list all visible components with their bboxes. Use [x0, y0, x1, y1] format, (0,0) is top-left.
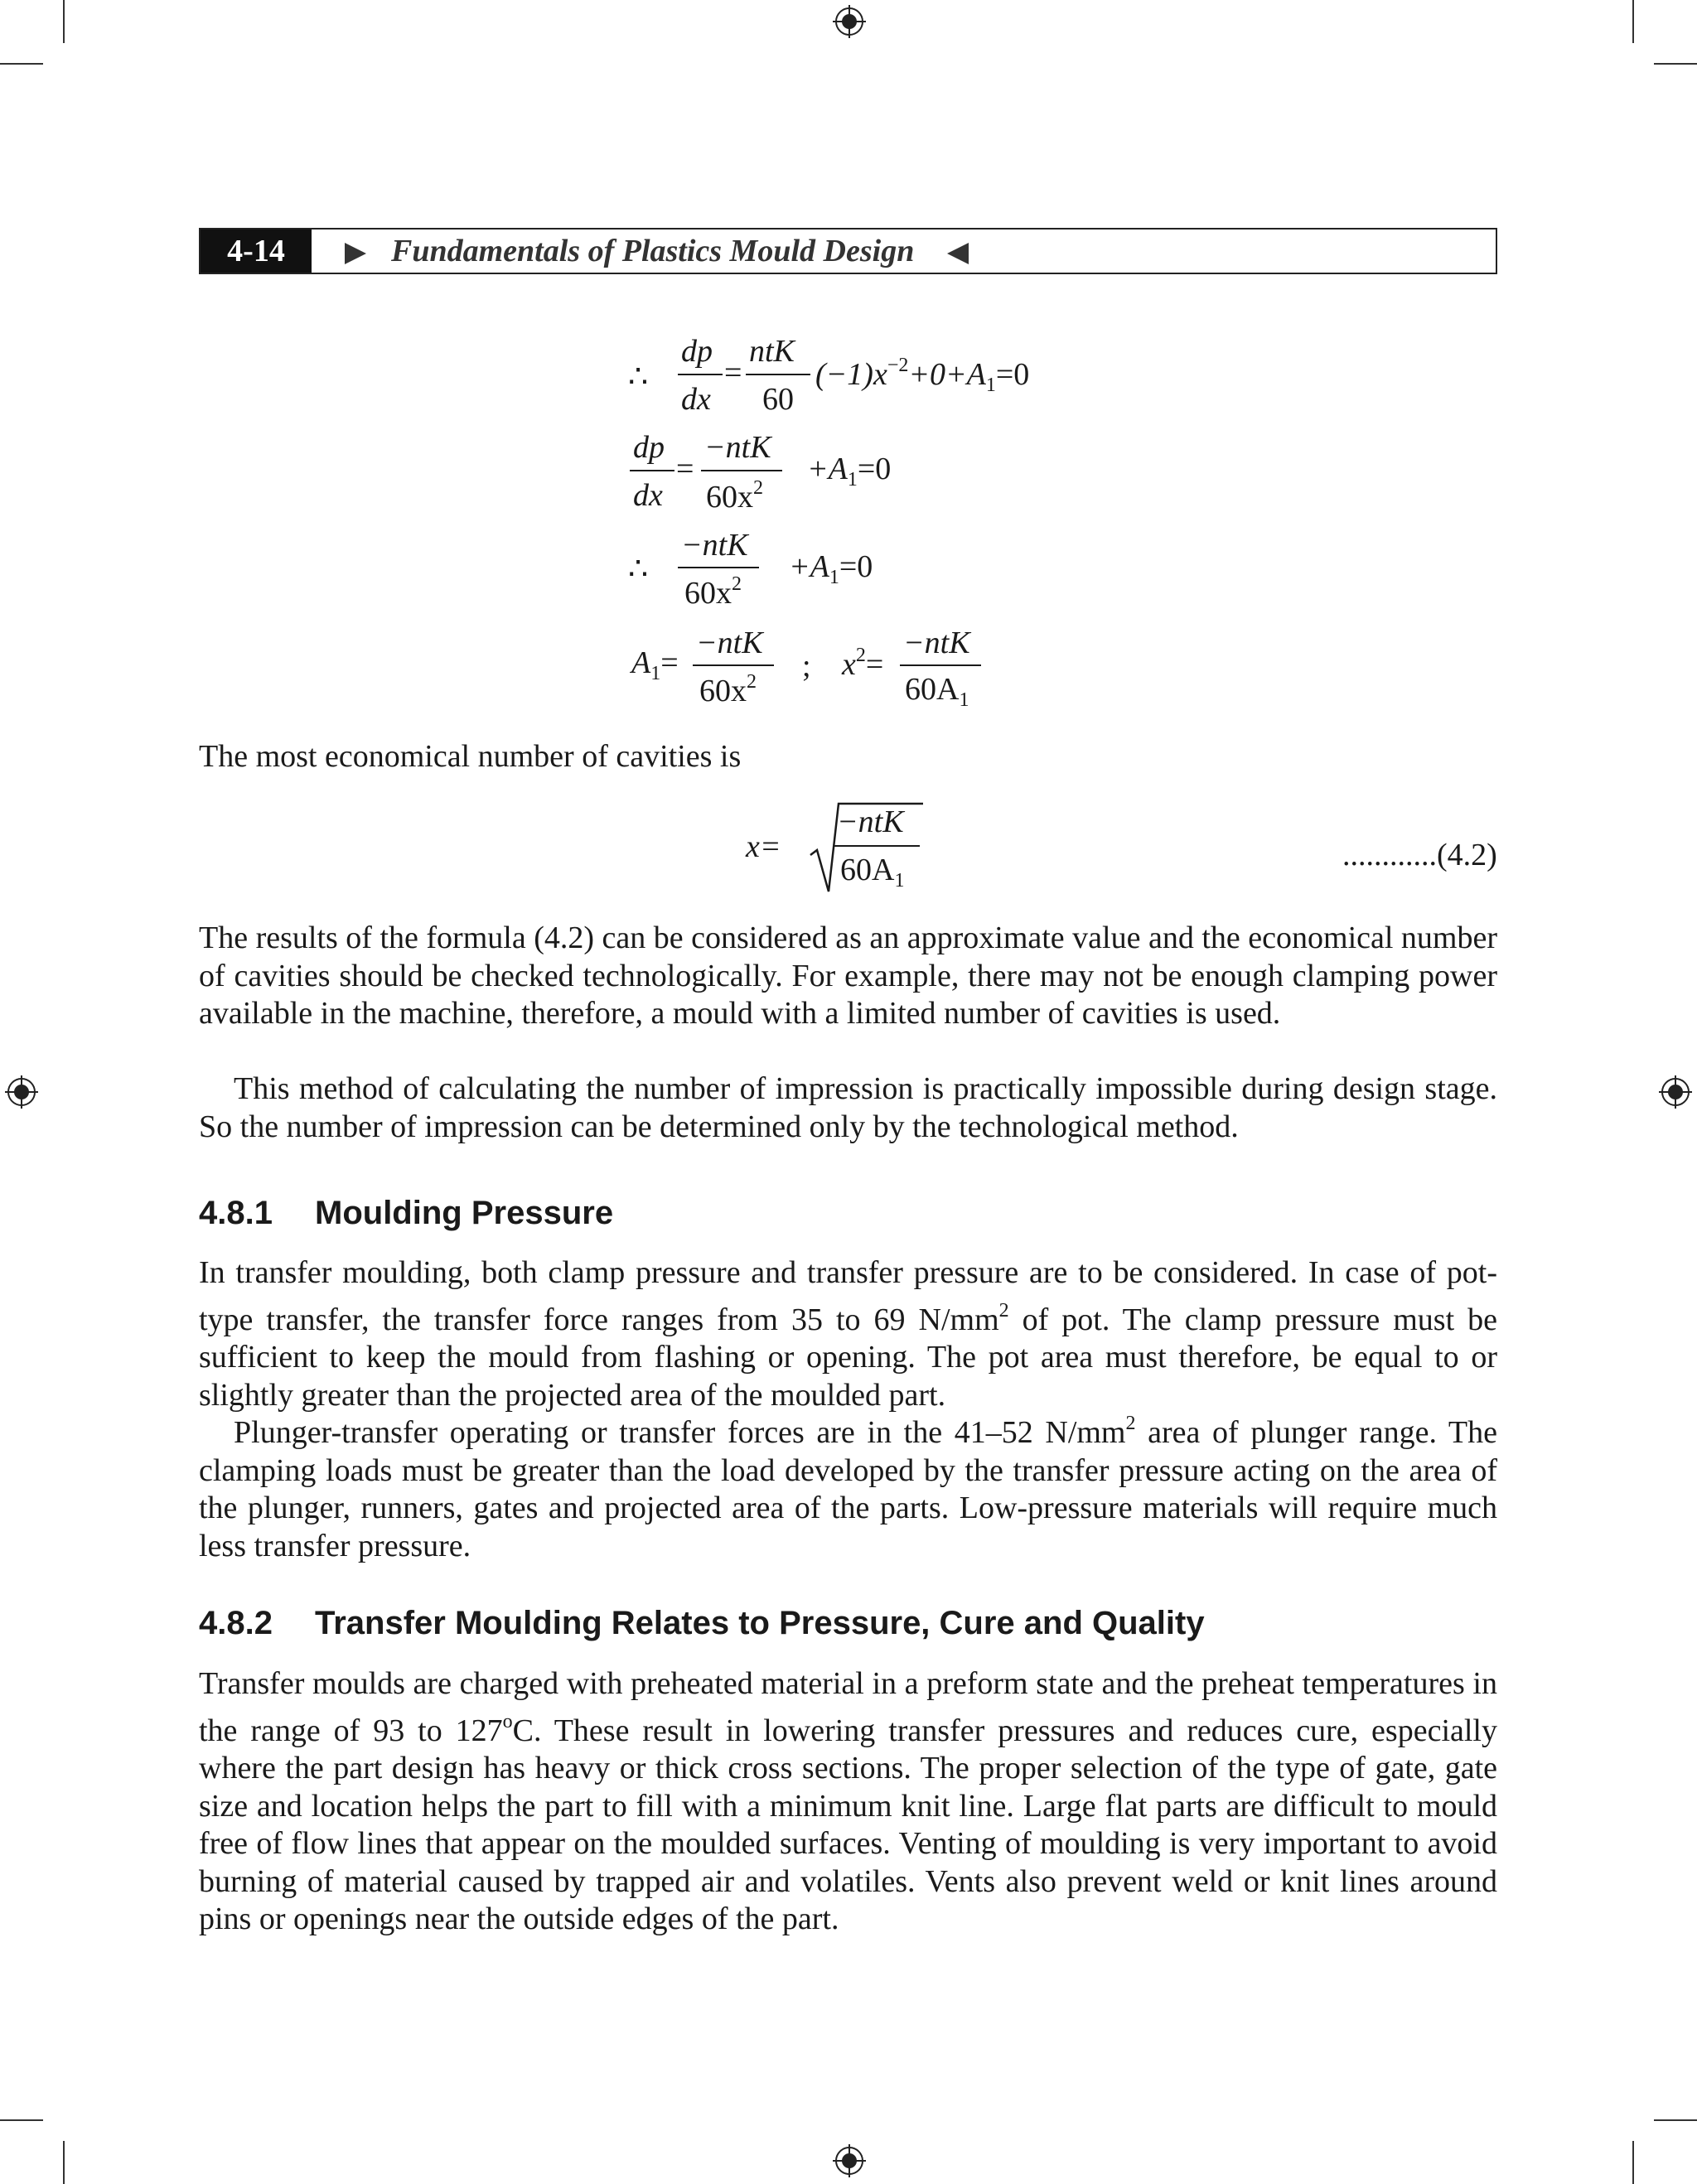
paragraph-2: This method of calculating the number of impression is practically impossible during design stage. So the number of impression can be determined only by the technological method.	[199, 1071, 1497, 1144]
registration-mark-icon	[1657, 1074, 1694, 1110]
crop-mark	[1654, 2119, 1697, 2121]
running-header	[199, 228, 1497, 274]
page-number: 4-14	[201, 230, 312, 273]
registration-mark-icon	[831, 3, 868, 40]
crop-mark	[1632, 2141, 1634, 2184]
equation-label: ............(4.2)	[1342, 838, 1497, 872]
crop-mark	[1654, 63, 1697, 65]
paragraph-3: In transfer moulding, both clamp pressure and transfer pressure are to be considered. In case of pot-type transfer, the transfer force ranges from 35 to 69 $N/mm^2$ of pot. The clamp pressure must be sufficient to keep the mould from flashing or opening. The pot area must therefore, be equal to or slightly greater than the projected area of the moulded part.	[199, 1255, 1497, 1413]
triangle-right-icon	[345, 243, 366, 264]
registration-mark-icon	[831, 2143, 868, 2179]
paragraph-4: Plunger-transfer operating or transfer forces are in the 41–52 $N/mm^2$ area of plunger range. The clamping loads must be greater than the load developed by the transfer pressure acting on the area of the plunger, runners, gates and projected area of the parts. Low-pressure materials will require much less transfer pressure.	[199, 1413, 1498, 1563]
crop-mark	[63, 0, 65, 43]
registration-mark-icon	[3, 1074, 40, 1110]
book-title: Fundamentals of Plastics Mould Design	[345, 230, 969, 273]
section-heading-4-8-2: 4.8.2 Transfer Moulding Relates to Pressure, Cure and Quality	[199, 1605, 1205, 1641]
crop-mark	[63, 2141, 65, 2184]
crop-mark	[0, 2119, 43, 2121]
triangle-left-icon	[947, 243, 969, 264]
paragraph-1: The results of the formula (4.2) can be considered as an approximate value and the economical number of cavities should be checked technologically. For example, there may not be enough clamping power available in the machine, therefore, a mould with a limited number of cavities is used.	[199, 920, 1497, 1031]
crop-mark	[1632, 0, 1634, 43]
intro-line: The most economical number of cavities is	[199, 739, 742, 774]
paragraph-5: Transfer moulds are charged with preheated material in a preform state and the preheat temperatures in the range of 93 to 127$^o$C. These result in lowering transfer pressures and reduces cure, especially where the part design has heavy or thick cross sections. The proper selection of the type of gate, gate size and location helps the part to fill with a minimum knit line. Large flat parts are difficult to mould free of flow lines that appear on the moulded surfaces. Venting of moulding is very important to avoid burning of material caused by trapped air and volatiles. Vents also prevent weld or knit lines around pins or openings near the outside edges of the part.	[199, 1666, 1497, 1936]
crop-mark	[0, 63, 43, 65]
section-heading-4-8-1: 4.8.1 Moulding Pressure	[199, 1195, 614, 1231]
